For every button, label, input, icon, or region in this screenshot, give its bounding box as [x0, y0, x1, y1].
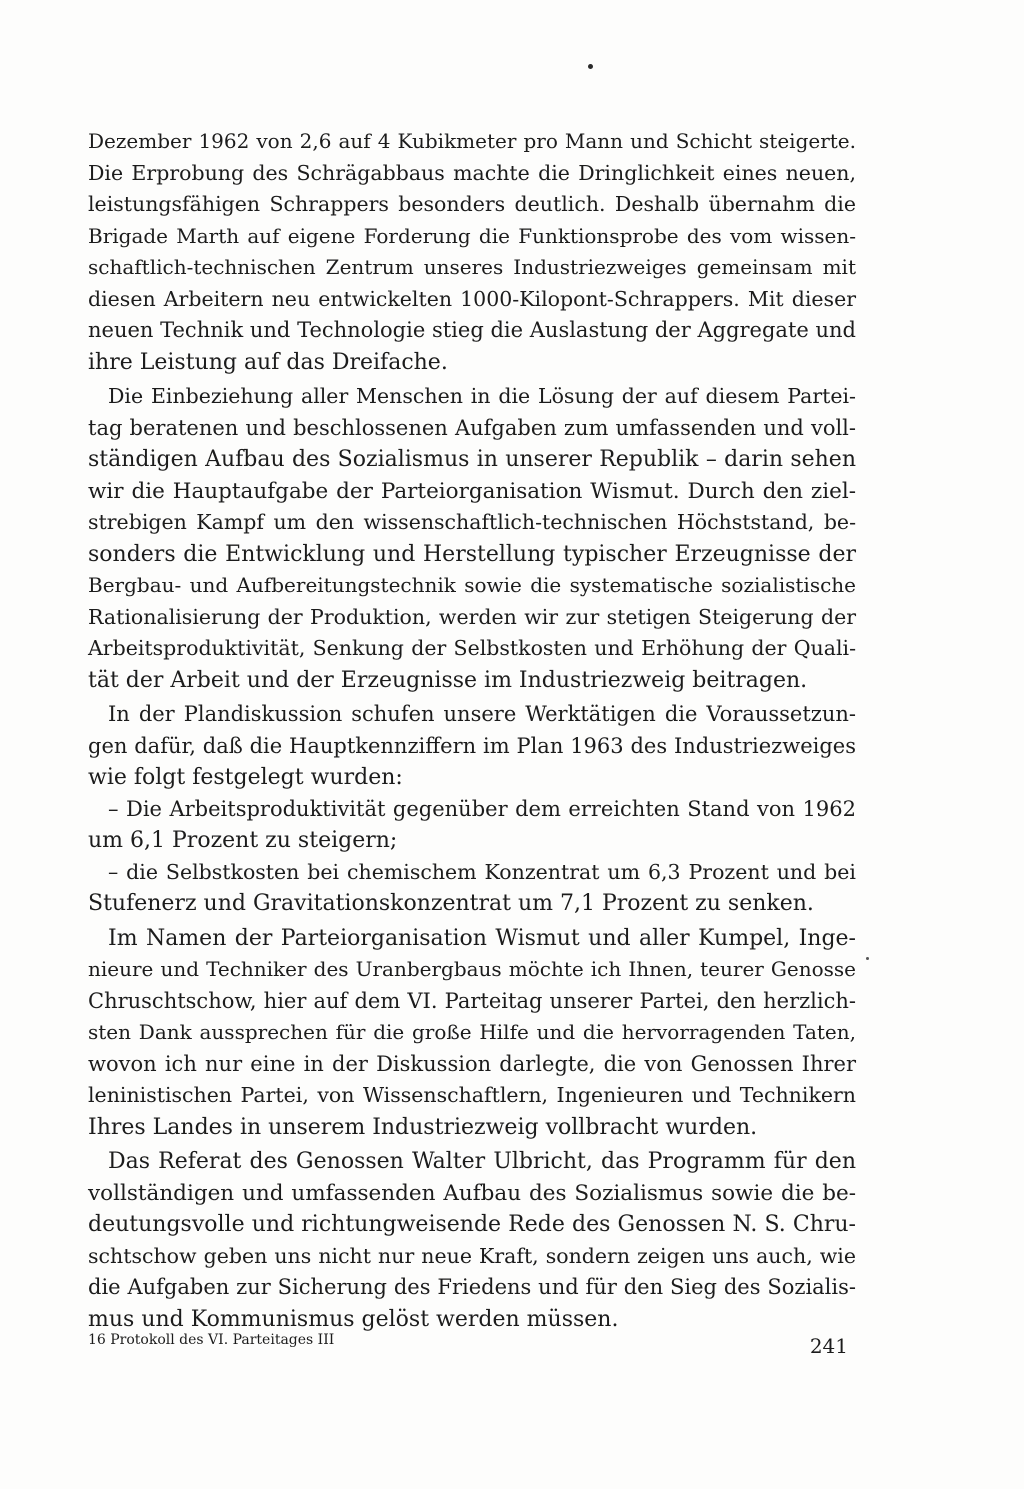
text-line: um 6,1 Prozent zu steigern; — [88, 828, 398, 853]
text-line: Im Namen der Parteiorganisation Wismut und aller Kumpel, Inge- — [108, 925, 856, 951]
text-line: diesen Arbeitern neu entwickelten 1000-Kilopont-Schrappers. Mit dieser — [88, 286, 856, 311]
list-item — [88, 857, 856, 920]
paragraph-3 — [88, 699, 856, 794]
paragraph-2 — [88, 381, 856, 696]
text-line: wie folgt festgelegt wurden: — [88, 765, 403, 790]
text-line: strebigen Kampf um den wissenschaftlich-technischen Höchststand, be- — [88, 510, 856, 534]
text-line: schtschow geben uns nicht nur neue Kraft, sondern zeigen uns auch, wie — [88, 1243, 856, 1268]
text-line: ihre Leistung auf das Dreifache. — [88, 349, 448, 375]
print-signature: 16 Protokoll des VI. Parteitages III — [88, 1332, 335, 1348]
text-line: leninistischen Partei, von Wissenschaftlern, Ingenieuren und Technikern — [88, 1083, 856, 1107]
text-line: tät der Arbeit und der Erzeugnisse im Industriezweig beitragen. — [88, 667, 808, 693]
paragraph-6 — [88, 923, 856, 1144]
text-line: gen dafür, daß die Hauptkennziffern im Plan 1963 des Industriezweiges — [88, 733, 856, 758]
paragraph-1 — [88, 126, 856, 378]
text-line: Das Referat des Genossen Walter Ulbricht, das Programm für den — [108, 1149, 856, 1174]
text-line: sten Dank aussprechen für die große Hilfe und die hervorragenden Taten, — [88, 1020, 856, 1044]
text-line: Rationalisierung der Produktion, werden wir zur stetigen Steigerung der — [88, 604, 856, 629]
text-line: Chruschtschow, hier auf dem VI. Parteitag unserer Partei, den herzlich- — [88, 988, 856, 1013]
text-line: wovon ich nur eine in der Diskussion darlegte, die von Genossen Ihrer — [88, 1051, 856, 1076]
text-line: – Die Arbeitsproduktivität gegenüber dem erreichten Stand von 1962 — [108, 796, 856, 821]
page-number: 241 — [809, 1334, 848, 1358]
text-line: neuen Technik und Technologie stieg die Auslastung der Aggregate und — [88, 318, 856, 342]
text-line: Arbeitsproduktivität, Senkung der Selbstkosten und Erhöhung der Quali- — [88, 636, 856, 660]
text-line: sonders die Entwicklung und Herstellung typischer Erzeugnisse der — [88, 541, 856, 567]
margin-mark — [866, 957, 869, 960]
text-line: die Aufgaben zur Sicherung des Friedens und für den Sieg des Sozialis- — [88, 1275, 856, 1299]
text-line: In der Plandiskussion schufen unsere Werktätigen die Voraussetzun- — [108, 702, 856, 726]
paragraph-7 — [88, 1146, 856, 1335]
text-line: vollständigen und umfassenden Aufbau des Sozialismus sowie die be- — [88, 1180, 856, 1206]
text-line: – die Selbstkosten bei chemischem Konzentrat um 6,3 Prozent und bei — [108, 859, 856, 884]
print-mark — [588, 64, 593, 69]
text-line: schaftlich-technischen Zentrum unseres Industriezweiges gemeinsam mit — [88, 255, 856, 279]
body-text — [88, 126, 856, 1335]
page-footer — [88, 1330, 848, 1362]
text-line: mus und Kommunismus gelöst werden müssen. — [88, 1306, 619, 1332]
text-line: Dezember 1962 von 2,6 auf 4 Kubikmeter pro Mann und Schicht steigerte. — [88, 129, 856, 153]
text-line: deutungsvolle und richtungweisende Rede des Genossen N. S. Chru- — [88, 1212, 856, 1237]
text-line: Ihres Landes in unserem Industriezweig vollbracht wurden. — [88, 1114, 758, 1140]
text-line: Stufenerz und Gravitationskonzentrat um 7,1 Prozent zu senken. — [88, 891, 814, 916]
text-line: nieure und Techniker des Uranbergbaus möchte ich Ihnen, teurer Genosse — [88, 957, 856, 981]
text-line: Die Einbeziehung aller Menschen in die Lösung der auf diesem Partei- — [108, 384, 856, 408]
text-line: Bergbau- und Aufbereitungstechnik sowie die systematische sozialistische — [88, 573, 856, 597]
list-item — [88, 794, 856, 857]
text-line: ständigen Aufbau des Sozialismus in unserer Republik – darin sehen — [88, 447, 856, 472]
text-line: Die Erprobung des Schrägabbaus machte die Dringlichkeit eines neuen, — [88, 160, 856, 185]
text-line: tag beratenen und beschlossenen Aufgaben zum umfassenden und voll- — [88, 415, 856, 440]
text-line: wir die Hauptaufgabe der Parteiorganisation Wismut. Durch den ziel- — [88, 478, 856, 504]
text-line: leistungsfähigen Schrappers besonders deutlich. Deshalb übernahm die — [88, 192, 856, 216]
text-line: Brigade Marth auf eigene Forderung die Funktionsprobe des vom wissen- — [88, 223, 856, 248]
